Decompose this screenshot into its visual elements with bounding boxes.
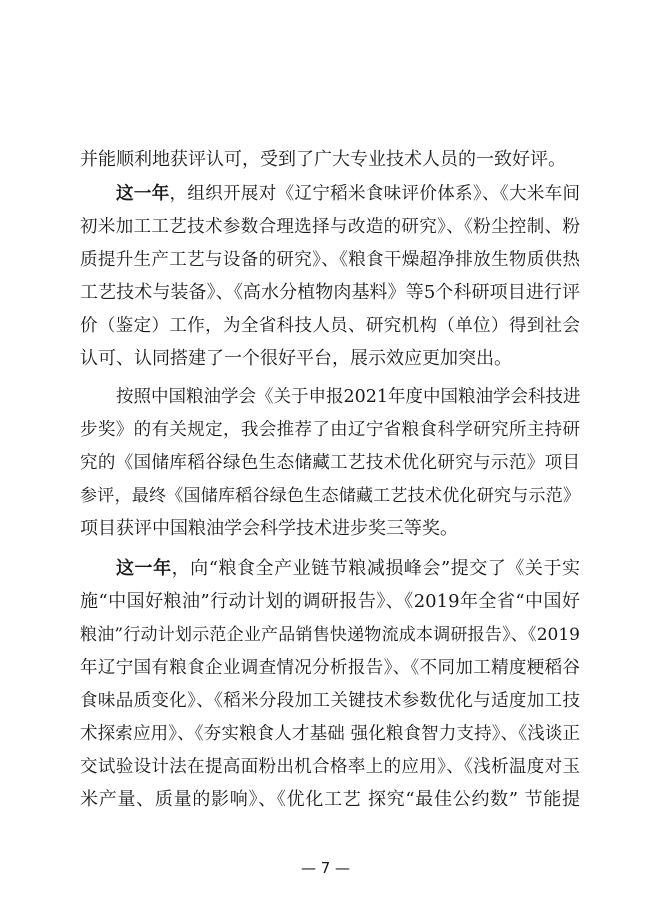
paragraph-4-line-8: 米产量、质量的影响》、《优化工艺 探究“最佳公约数” 节能提 xyxy=(80,789,580,810)
paragraph-4-line-1-text: ，向“粮食全产业链节粮减损峰会”提交了《关于实 xyxy=(171,558,581,579)
paragraph-2-line-3: 质提升生产工艺与设备的研究》、《粮食干燥超净排放生物质供热 xyxy=(80,250,580,270)
paragraph-2-line-1 xyxy=(116,180,580,208)
paragraph-4-line-7: 交试验设计法在提高面粉出机合格率上的应用》、《浅析温度对玉 xyxy=(80,757,580,777)
paragraph-2-line-4: 工艺技术与装备》、《高水分植物肉基料》等5个科研项目进行评 xyxy=(80,282,580,303)
paragraph-2-line-5: 价（鉴定）工作，为全省科技人员、研究机构（单位）得到社会 xyxy=(80,316,580,336)
paragraph-3-line-5: 项目获评中国粮油学会科学技术进步奖三等奖。 xyxy=(80,518,458,539)
paragraph-2-lead: 这一年 xyxy=(116,184,170,204)
paragraph-2-line-1-text: ，组织开展对《辽宁稻米食味评价体系》、《大米车间 xyxy=(169,184,581,204)
paragraph-3-line-4: 参评，最终《国储库稻谷绿色生态储藏工艺技术优化研究与示范》 xyxy=(80,486,580,506)
paragraph-1-line-1: 并能顺利地获评认可，受到了广大专业技术人员的一致好评。 xyxy=(80,149,566,170)
paragraph-3-line-3: 究的《国储库稻谷绿色生态储藏工艺技术优化研究与示范》项目 xyxy=(80,453,580,473)
paragraph-4-line-1 xyxy=(116,555,580,583)
paragraph-4-line-2: 施“中国好粮油”行动计划的调研报告》、《2019年全省“中国好 xyxy=(80,591,580,612)
paragraph-4-line-5: 食味品质变化》、《稻米分段加工关键技术参数优化与适度加工技 xyxy=(80,691,580,711)
page-number: — 7 — xyxy=(300,859,351,877)
paragraph-2-line-6: 认可、认同搭建了一个很好平台，展示效应更加突出。 xyxy=(80,348,512,369)
paragraph-4-line-3: 粮油”行动计划示范企业产品销售快递物流成本调研报告》、《2019 xyxy=(80,625,580,645)
paragraph-4-line-6: 术探索应用》、《夯实粮食人才基础 强化粮食智力支持》、《浅谈正 xyxy=(80,724,580,744)
paragraph-4-lead: 这一年 xyxy=(116,558,172,579)
paragraph-4-line-4: 年辽宁国有粮食企业调查情况分析报告》、《不同加工精度粳稻谷 xyxy=(80,658,580,678)
paragraph-3-line-2: 步奖》的有关规定，我会推荐了由辽宁省粮食科学研究所主持研 xyxy=(80,420,580,440)
paragraph-3-line-1: 按照中国粮油学会《关于申报2021年度中国粮油学会科技进 xyxy=(116,387,581,407)
paragraph-2-line-2: 初米加工工艺技术参数合理选择与改造的研究》、《粉尘控制、粉 xyxy=(80,217,580,237)
